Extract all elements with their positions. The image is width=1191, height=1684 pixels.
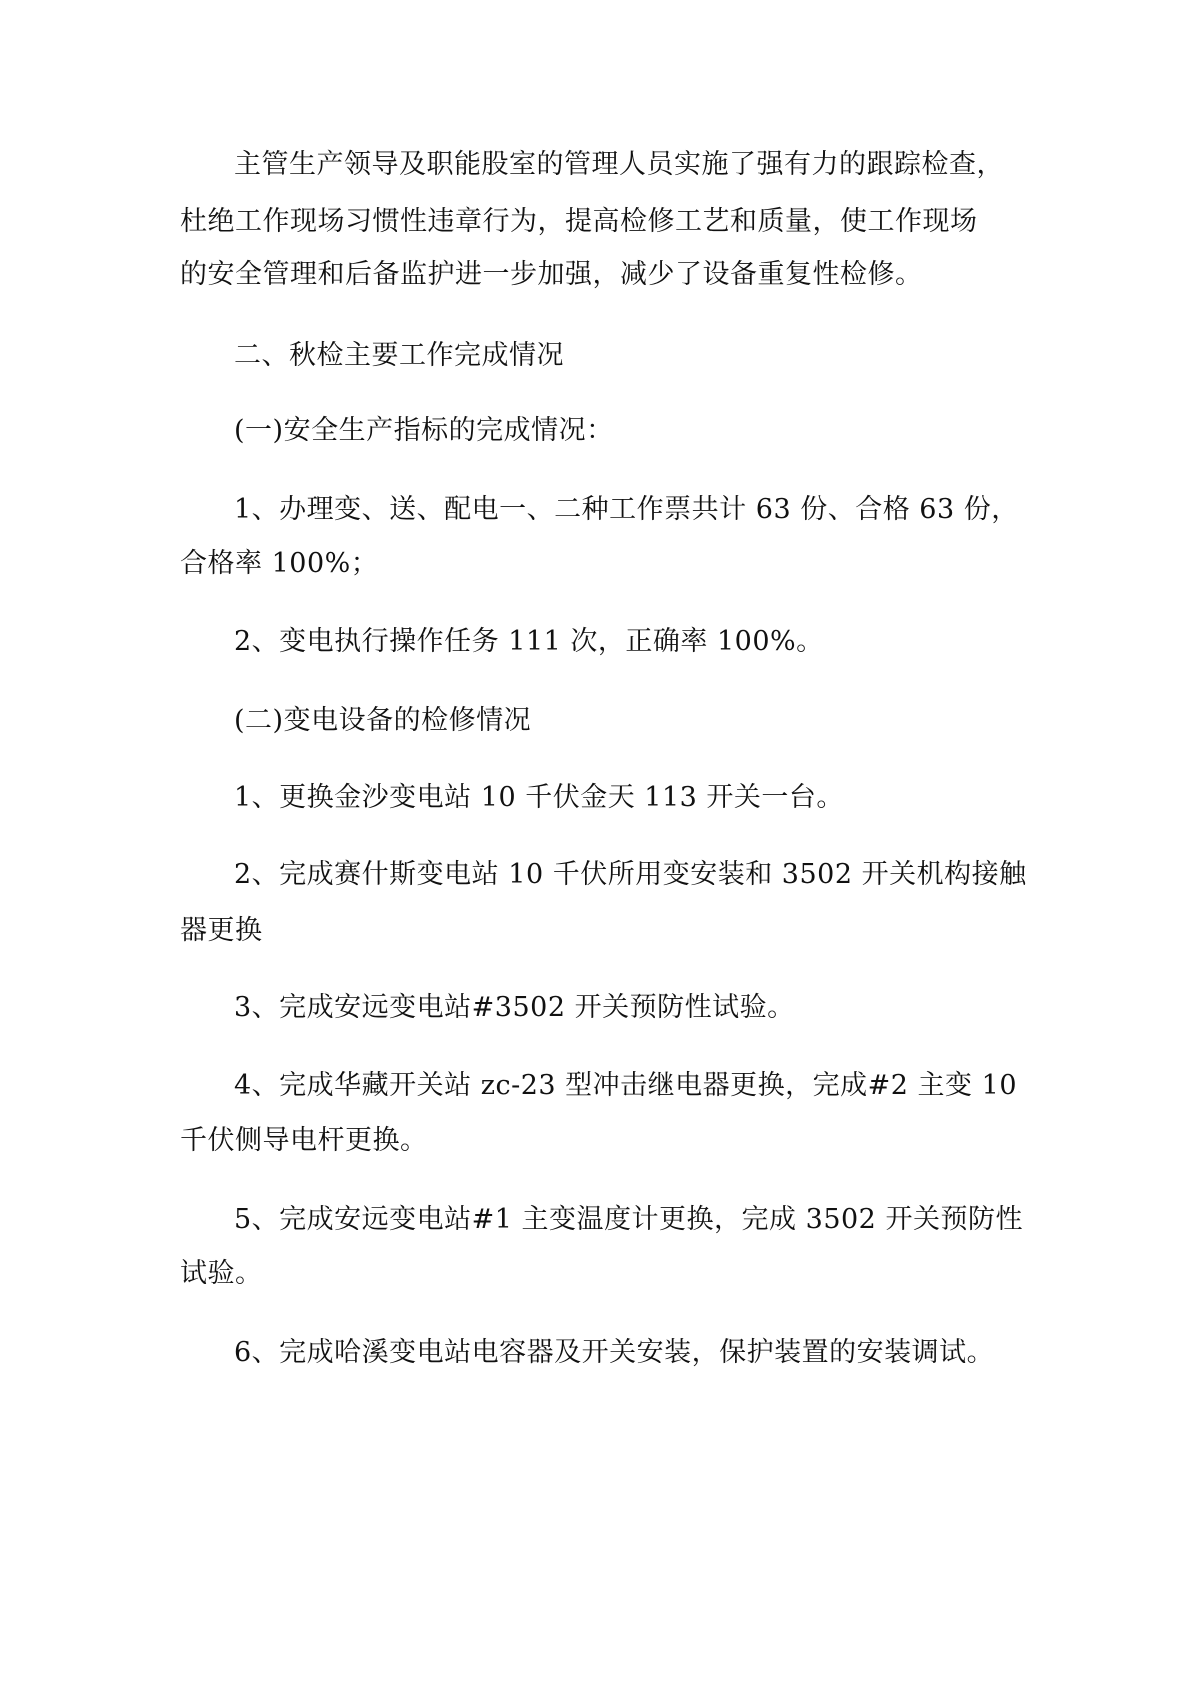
- list-item-line: 2、变电执行操作任务 111 次，正确率 100%。: [234, 626, 824, 657]
- list-item-line: 6、完成哈溪变电站电容器及开关安装，保护装置的安装调试。: [234, 1337, 995, 1368]
- list-item-line: 2、完成赛什斯变电站 10 千伏所用变安装和 3502 开关机构接触: [234, 859, 1027, 890]
- paragraph-line: 的安全管理和后备监护进一步加强，减少了设备重复性检修。: [180, 259, 923, 290]
- list-item-line: 1、更换金沙变电站 10 千伏金天 113 开关一台。: [234, 782, 844, 813]
- section-heading: 二、秋检主要工作完成情况: [234, 340, 564, 371]
- list-item-line: 器更换: [180, 915, 263, 946]
- list-item-line: 5、完成安远变电站#1 主变温度计更换，完成 3502 开关预防性: [234, 1204, 1023, 1235]
- list-item-line: 4、完成华藏开关站 zc-23 型冲击继电器更换，完成#2 主变 10: [234, 1070, 1017, 1101]
- list-item-line: 试验。: [180, 1258, 263, 1289]
- paragraph-line: 杜绝工作现场习惯性违章行为，提高检修工艺和质量，使工作现场: [180, 206, 978, 237]
- list-item-line: 千伏侧导电杆更换。: [180, 1125, 428, 1156]
- subsection-heading: (二)变电设备的检修情况: [234, 705, 532, 736]
- list-item-line: 3、完成安远变电站#3502 开关预防性试验。: [234, 992, 795, 1023]
- list-item-line: 合格率 100%；: [180, 548, 379, 579]
- paragraph-line: 主管生产领导及职能股室的管理人员实施了强有力的跟踪检查，: [234, 149, 1004, 180]
- list-item-line: 1、办理变、送、配电一、二种工作票共计 63 份、合格 63 份，: [234, 494, 1019, 525]
- subsection-heading: (一)安全生产指标的完成情况：: [234, 415, 614, 446]
